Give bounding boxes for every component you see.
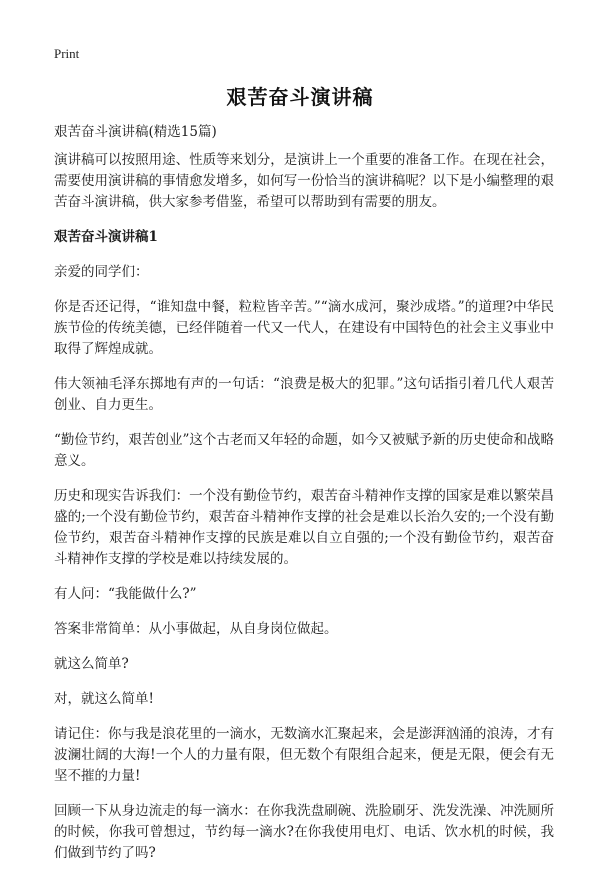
document-subtitle: 艰苦奋斗演讲稿(精选15篇): [54, 124, 217, 140]
paragraph-4: “勤俭节约，艰苦创业”这个古老而又年轻的命题，如今又被赋予新的历史使命和战略意义。: [54, 432, 554, 469]
intro-paragraph: 演讲稿可以按照用途、性质等来划分，是演讲上一个重要的准备工作。在现在社会，需要使用演讲稿的事情愈发增多，如何写一份恰当的演讲稿呢？以下是小编整理的艰苦奋斗演讲稿，供大家参考借鉴，希望可以帮助到有需要的朋友。: [54, 152, 554, 210]
paragraph-greeting: 亲爱的同学们：: [54, 264, 149, 280]
paragraph-5: 历史和现实告诉我们：一个没有勤俭节约，艰苦奋斗精神作支撑的国家是难以繁荣昌盛的;一个没有勤俭节约，艰苦奋斗精神作支撑的社会是难以长治久安的;一个没有勤俭节约，艰苦奋斗精神作支撑的民族是难以自立自强的;一个没有勤俭节约，艰苦奋斗精神作支撑的学校是难以持续发展的。: [54, 488, 554, 567]
paragraph-2: 你是否还记得，“谁知盘中餐，粒粒皆辛苦。”“滴水成河，聚沙成塔。”的道理?中华民族节俭的传统美德，已经伴随着一代又一代人，在建设有中国特色的社会主义事业中取得了辉煌成就。: [54, 299, 554, 357]
paragraph-3: 伟大领袖毛泽东掷地有声的一句话：“浪费是极大的犯罪。”这句话指引着几代人艰苦创业、自力更生。: [54, 376, 554, 413]
page-title: 艰苦奋斗演讲稿: [226, 85, 374, 109]
paragraph-9: 对，就这么简单!: [54, 691, 154, 707]
paragraph-8: 就这么简单?: [54, 656, 129, 672]
paragraph-10: 请记住：你与我是浪花里的一滴水，无数滴水汇聚起来，会是澎湃汹涌的浪涛，才有波澜壮阔的大海!一个人的力量有限，但无数个有限组合起来，便是无限，便会有无坚不摧的力量!: [54, 726, 554, 784]
paragraph-7: 答案非常简单：从小事做起，从自身岗位做起。: [54, 621, 338, 637]
document-body: [54, 150, 554, 878]
paragraph-11: 回顾一下从身边流走的每一滴水：在你我洗盘刷碗、洗脸刷牙、洗发洗澡、冲洗厕所的时候，你我可曾想过，节约每一滴水?在你我使用电灯、电话、饮水机的时候，我们做到节约了吗?: [54, 803, 554, 861]
section-heading: 艰苦奋斗演讲稿1: [54, 229, 158, 245]
print-link[interactable]: Print: [54, 46, 80, 61]
paragraph-6: 有人问：“我能做什么?”: [54, 586, 197, 602]
